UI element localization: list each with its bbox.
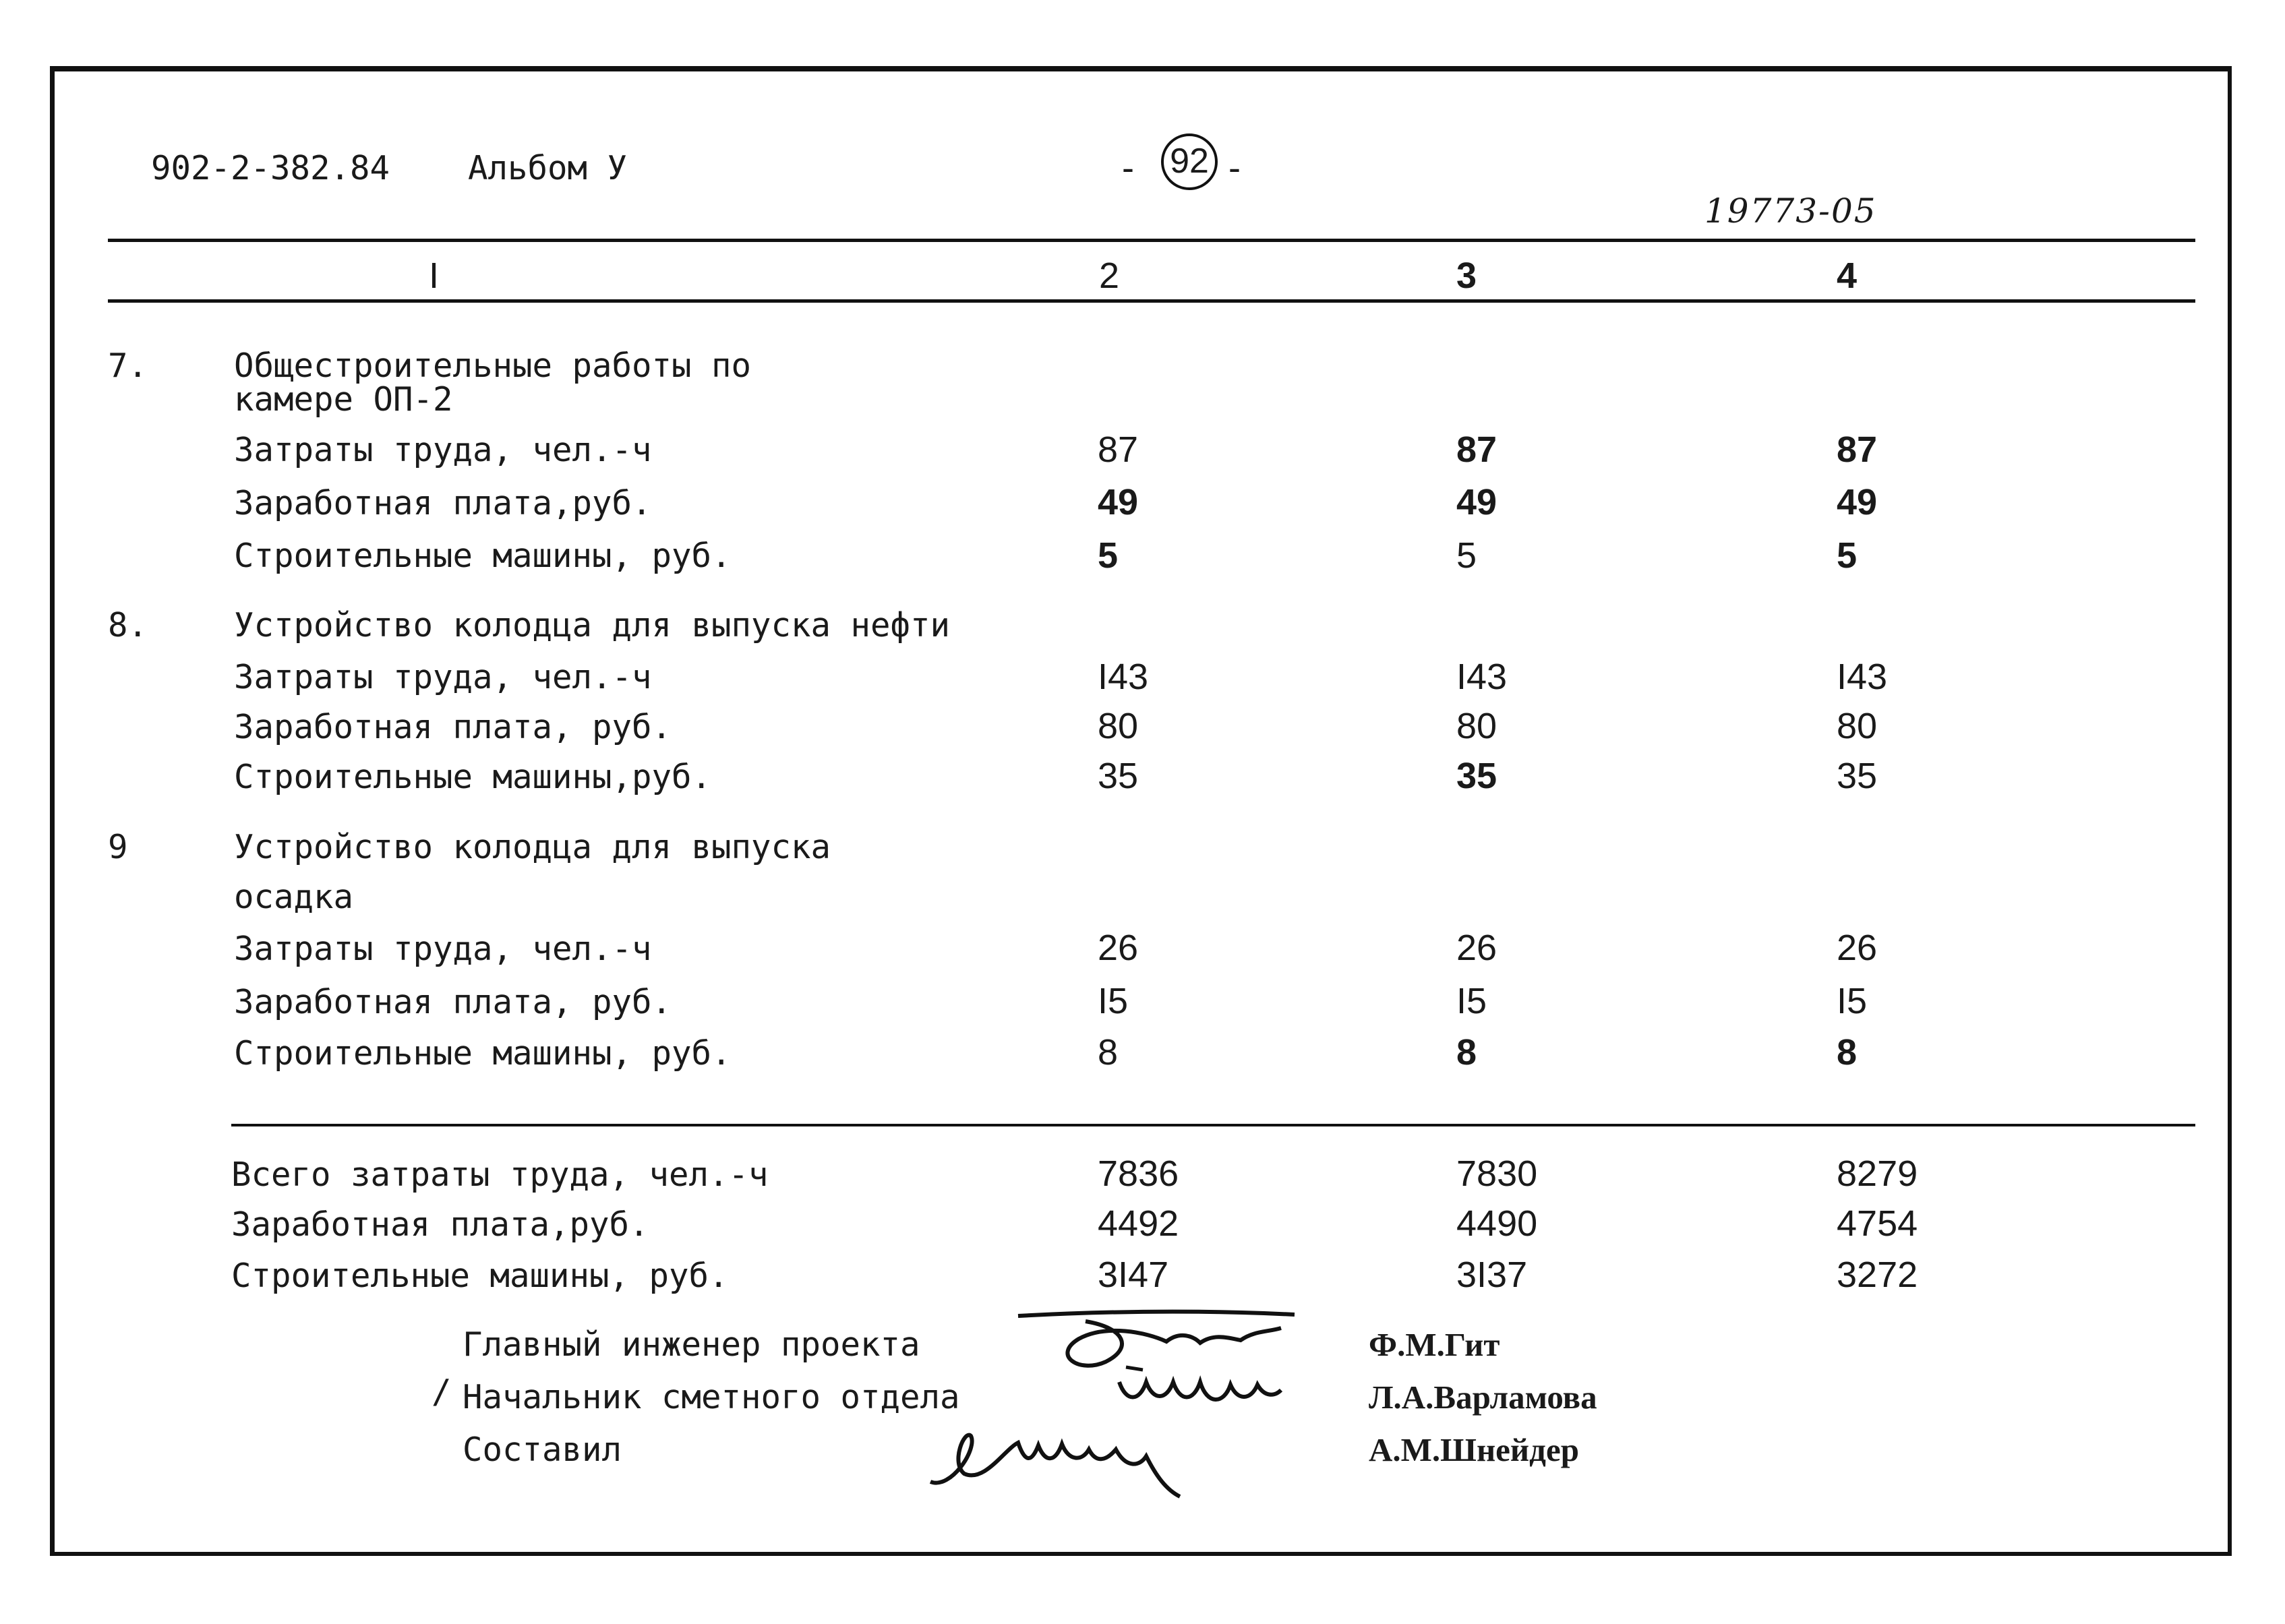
value-col-2: 26 bbox=[1098, 928, 1139, 968]
total-col-2: 4492 bbox=[1098, 1203, 1179, 1244]
section-number: 9 bbox=[108, 828, 128, 866]
page-dash-right: - bbox=[1228, 148, 1241, 188]
row-label: Заработная плата, руб. bbox=[234, 983, 672, 1021]
signatory-role: Составил bbox=[463, 1431, 622, 1469]
value-col-3: 87 bbox=[1456, 429, 1497, 470]
row-label: Затраты труда, чел.-ч bbox=[234, 658, 652, 696]
total-col-3: 7830 bbox=[1456, 1153, 1538, 1194]
value-col-4: 5 bbox=[1837, 535, 1858, 576]
total-col-4: 3272 bbox=[1837, 1255, 1918, 1295]
row-label: Затраты труда, чел.-ч bbox=[234, 930, 652, 968]
row-label: Затраты труда, чел.-ч bbox=[234, 431, 652, 469]
value-col-2: 35 bbox=[1098, 756, 1139, 796]
signatory-role: Главный инженер проекта bbox=[463, 1325, 920, 1364]
value-col-2: 5 bbox=[1098, 535, 1119, 576]
value-col-3: 35 bbox=[1456, 756, 1497, 796]
row-label: Строительные машины,руб. bbox=[234, 758, 712, 796]
section-title-continued: камере ОП-2 bbox=[234, 380, 453, 419]
value-col-4: 35 bbox=[1837, 756, 1878, 796]
margin-mark: / bbox=[432, 1373, 452, 1411]
column-header-3: 3 bbox=[1456, 255, 1477, 296]
value-col-3: I5 bbox=[1456, 981, 1487, 1021]
total-col-3: 4490 bbox=[1456, 1203, 1538, 1244]
value-col-3: I43 bbox=[1456, 657, 1508, 697]
table-top-rule bbox=[108, 239, 2195, 242]
value-col-4: 8 bbox=[1837, 1032, 1858, 1073]
value-col-3: 8 bbox=[1456, 1032, 1477, 1073]
row-label: Строительные машины, руб. bbox=[234, 1034, 732, 1073]
signatory-role: Начальник сметного отдела bbox=[463, 1378, 960, 1416]
value-col-4: 80 bbox=[1837, 706, 1878, 746]
value-col-2: 49 bbox=[1098, 482, 1139, 522]
total-col-3: 3I37 bbox=[1456, 1255, 1528, 1295]
signatory-name: Ф.М.Гит bbox=[1369, 1326, 1500, 1363]
row-label: Строительные машины, руб. bbox=[234, 537, 732, 575]
total-label: Строительные машины, руб. bbox=[231, 1257, 729, 1295]
total-col-2: 7836 bbox=[1098, 1153, 1179, 1194]
section-title: Устройство колодца для выпуска bbox=[234, 828, 831, 866]
signatory-name: Л.А.Варламова bbox=[1369, 1379, 1597, 1416]
value-col-3: 5 bbox=[1456, 535, 1477, 576]
document-code: 902-2-382.84 bbox=[151, 149, 390, 187]
column-header-2: 2 bbox=[1099, 255, 1120, 296]
value-col-2: I43 bbox=[1098, 657, 1149, 697]
section-number: 7. bbox=[108, 347, 148, 385]
section-title: Общестроительные работы по bbox=[234, 347, 752, 385]
value-col-3: 49 bbox=[1456, 482, 1497, 522]
value-col-3: 80 bbox=[1456, 706, 1497, 746]
column-header-1: I bbox=[429, 255, 440, 296]
value-col-4: 26 bbox=[1837, 928, 1878, 968]
total-label: Всего затраты труда, чел.-ч bbox=[231, 1155, 769, 1194]
section-number: 8. bbox=[108, 606, 148, 644]
page-number: 92 bbox=[1161, 133, 1218, 190]
value-col-4: 87 bbox=[1837, 429, 1878, 470]
column-header-4: 4 bbox=[1837, 255, 1858, 296]
album-label: Альбом У bbox=[468, 149, 628, 187]
total-label: Заработная плата,руб. bbox=[231, 1205, 649, 1244]
value-col-4: I43 bbox=[1837, 657, 1888, 697]
value-col-2: 8 bbox=[1098, 1032, 1119, 1073]
total-col-4: 4754 bbox=[1837, 1203, 1918, 1244]
value-col-4: 49 bbox=[1837, 482, 1878, 522]
totals-rule bbox=[231, 1124, 2195, 1126]
value-col-3: 26 bbox=[1456, 928, 1497, 968]
total-col-4: 8279 bbox=[1837, 1153, 1918, 1194]
page-dash-left: - bbox=[1122, 148, 1134, 188]
value-col-4: I5 bbox=[1837, 981, 1868, 1021]
inventory-number: 19773-05 bbox=[1704, 191, 1877, 231]
section-title-continued: осадка bbox=[234, 878, 354, 916]
row-label: Заработная плата, руб. bbox=[234, 708, 672, 746]
value-col-2: I5 bbox=[1098, 981, 1129, 1021]
column-header-rule bbox=[108, 299, 2195, 303]
value-col-2: 87 bbox=[1098, 429, 1139, 470]
row-label: Заработная плата,руб. bbox=[234, 484, 652, 522]
total-col-2: 3I47 bbox=[1098, 1255, 1169, 1295]
value-col-2: 80 bbox=[1098, 706, 1139, 746]
section-title: Устройство колодца для выпуска нефти bbox=[234, 606, 951, 644]
signatory-name: А.М.Шнейдер bbox=[1369, 1431, 1579, 1468]
signature-compiler bbox=[924, 1409, 1207, 1503]
